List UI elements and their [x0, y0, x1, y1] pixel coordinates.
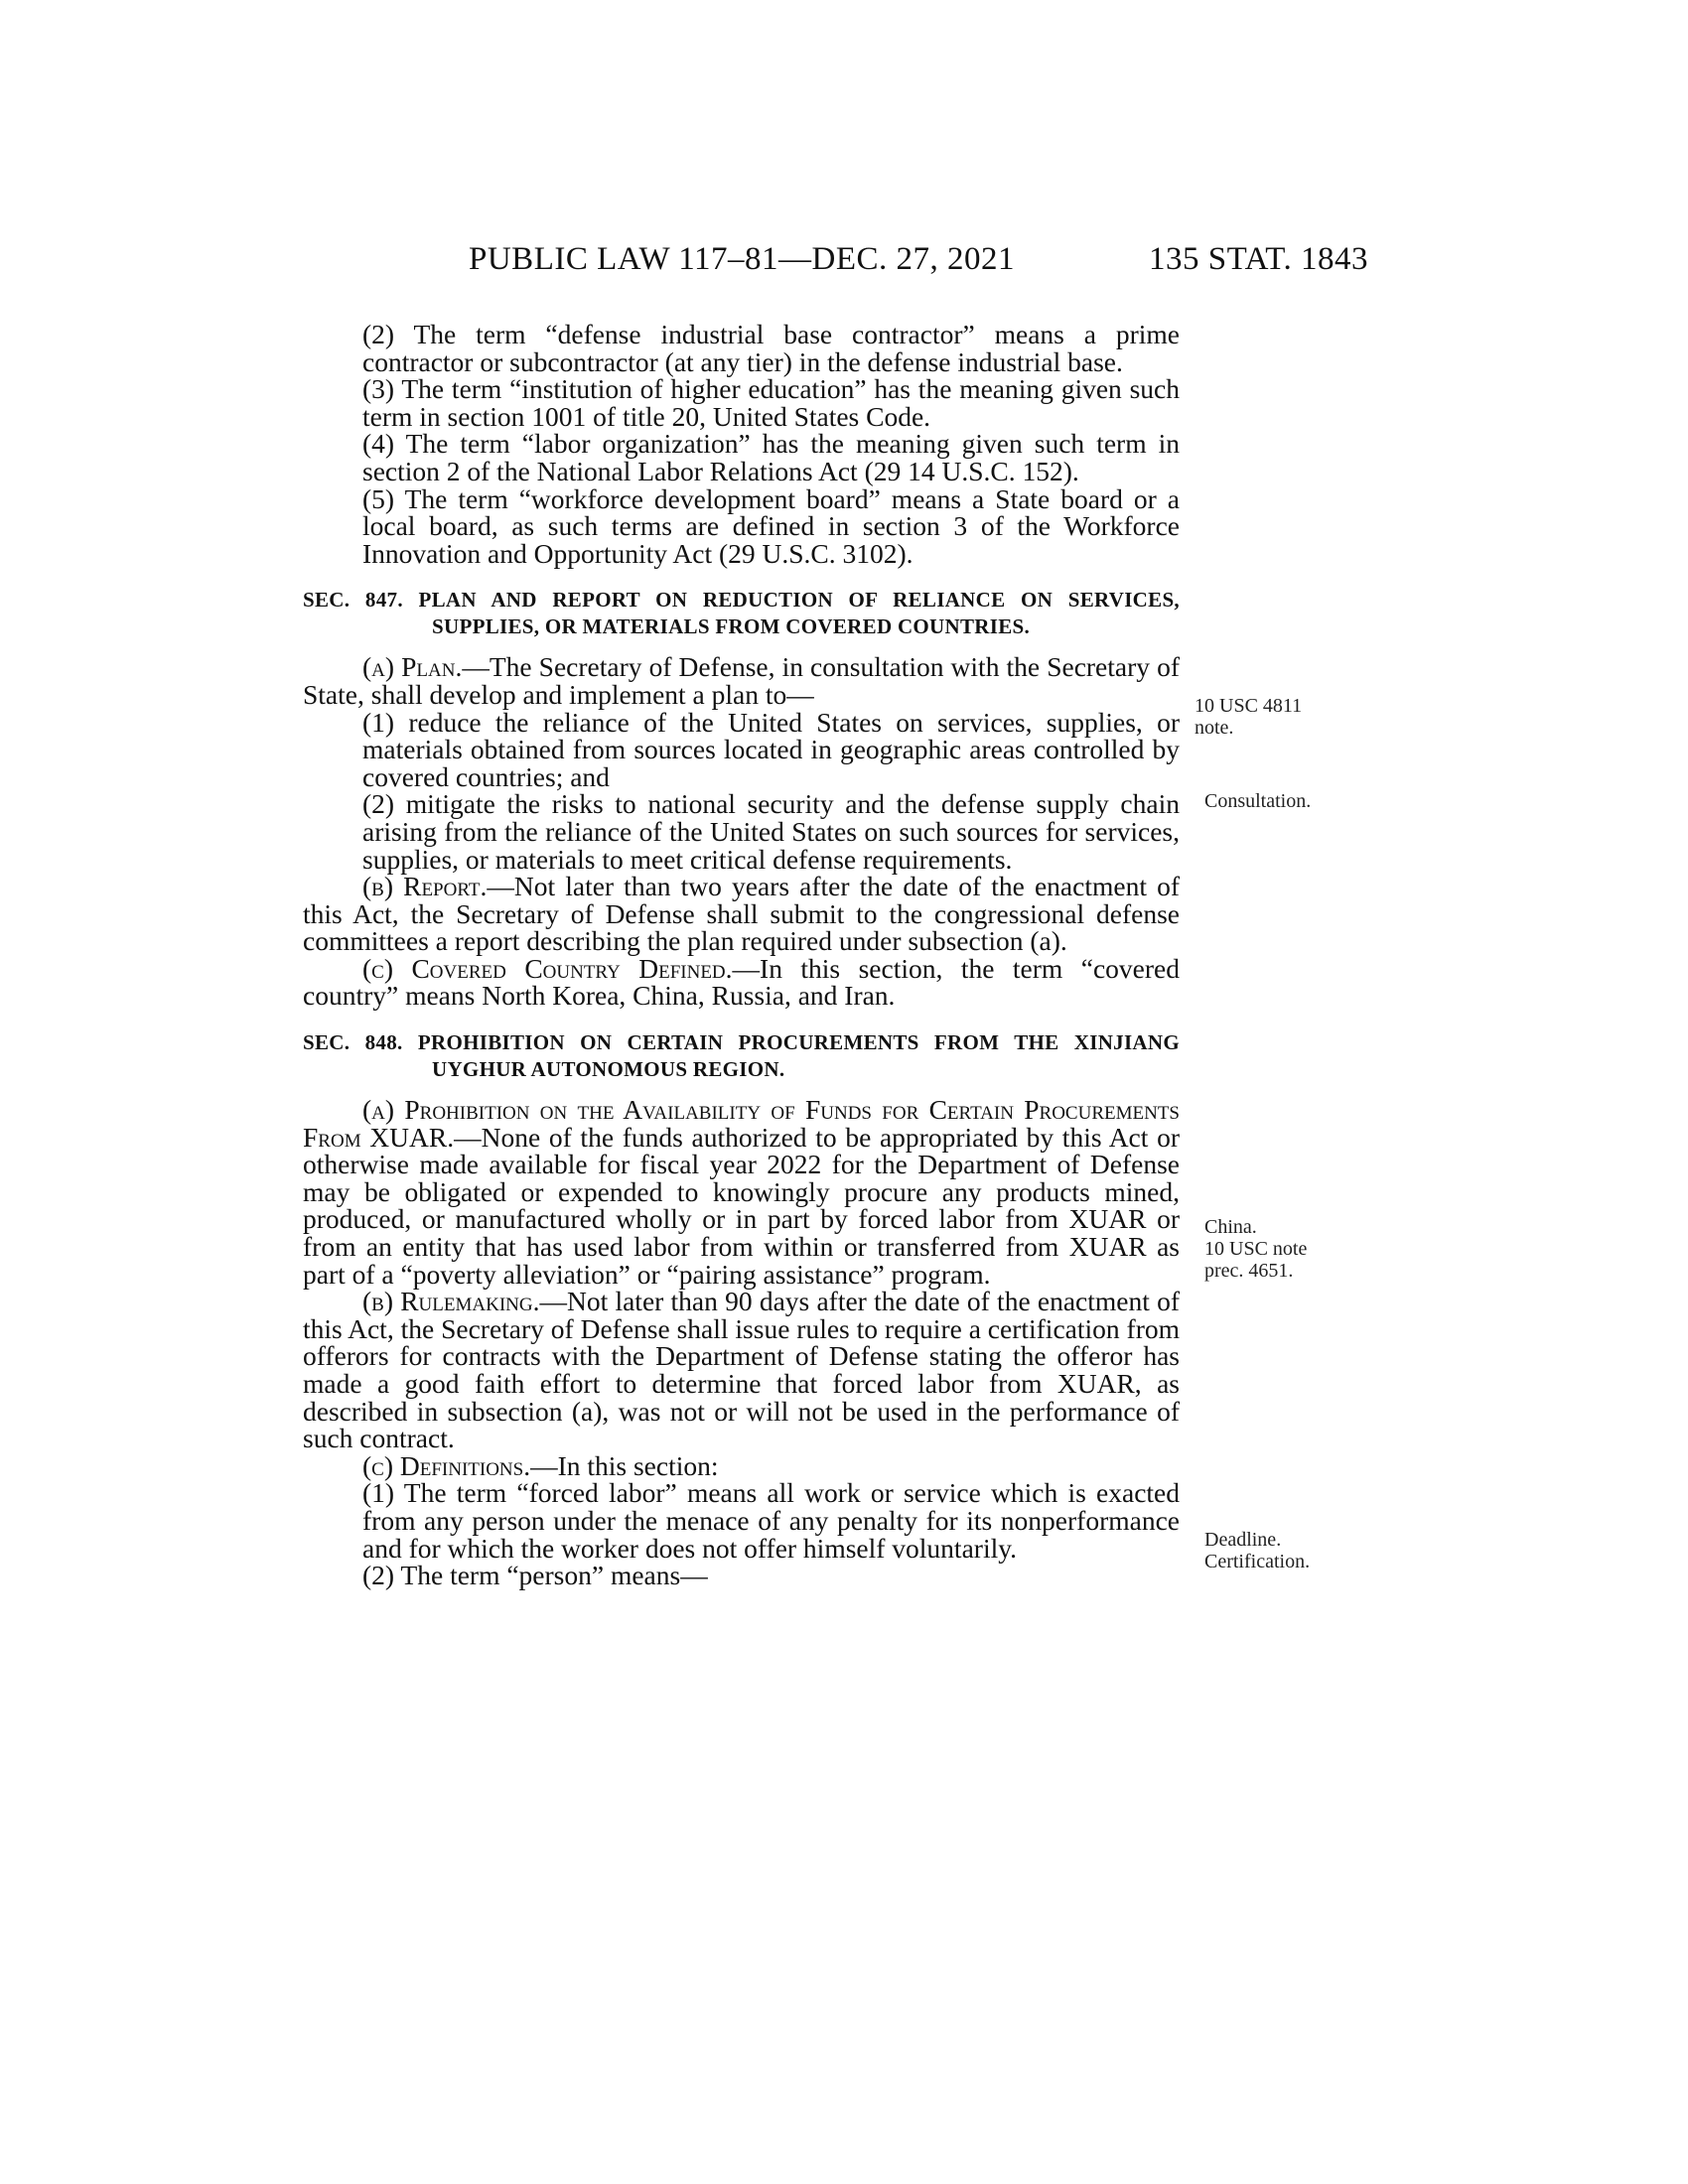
margin-note-line: prec. 4651.	[1204, 1260, 1294, 1282]
margin-note-china	[1204, 1216, 1307, 1282]
margin-note-line: Certification.	[1204, 1551, 1311, 1572]
margin-note-line: China.	[1204, 1216, 1257, 1238]
margin-note-line: 10 USC note	[1204, 1238, 1308, 1260]
subsection-c	[303, 1449, 1180, 1481]
subsection-label: (c) Definitions.	[362, 1449, 531, 1481]
page-header	[0, 241, 1688, 291]
margin-note-line: note.	[1195, 717, 1234, 739]
paragraph-1: (1) The term “forced labor” means all work or service which is exacted from any person under the menace of any penalty for its nonperformance and for which the worker does not offer himself voluntarily.	[362, 1477, 1180, 1564]
subsection-text: —The Secretary of Defense, in consultation with the Secretary of State, shall develop and implement a plan to—	[303, 651, 1180, 710]
margin-note-usc	[1195, 695, 1302, 739]
subsection-a	[303, 653, 1180, 708]
subsection-label: (b) Report.	[362, 871, 488, 902]
paragraph-2: (2) mitigate the risks to national security and the defense supply chain arising from the reliance of the United States on such sources for services, supplies, or materials to meet critical defense requirements.	[362, 788, 1180, 875]
margin-note-line: Deadline.	[1204, 1529, 1282, 1551]
definition-paragraph: (5) The term “workforce development board” means a State board or a local board, as such terms are defined in section 3 of the Workforce Innovation and Opportunity Act (29 U.S.C. 3102).	[362, 482, 1180, 569]
subsection-label: (a) Prohibition on the Availability of Funds for Certain Procurements From XUAR.	[303, 1094, 1180, 1153]
definition-paragraph: (3) The term “institution of higher education” has the meaning given such term in section 1001 of title 20, United States Code.	[362, 373, 1180, 432]
paragraph-1: (1) reduce the reliance of the United States on services, supplies, or materials obtained from sources located in geographic areas controlled by covered countries; and	[362, 706, 1180, 792]
subsection-label: (b) Rulemaking.	[362, 1286, 540, 1317]
subsection-c	[303, 952, 1180, 1012]
definition-paragraph: (4) The term “labor organization” has the meaning given such term in section 2 of the National Labor Relations Act (29 14 U.S.C. 152).	[362, 428, 1180, 486]
paragraph-2: (2) The term “person” means—	[362, 1560, 708, 1591]
margin-note-consultation: Consultation.	[1204, 790, 1312, 812]
subsection-b	[303, 1288, 1180, 1452]
stat-page-number: 135 STAT. 1843	[1149, 241, 1369, 277]
subsection-text: —Not later than two years after the date of the enactment of this Act, the Secretary of Defense shall submit to the congressional defense committees a report describing the plan required under subsection (a).	[303, 871, 1180, 957]
subsection-text: —None of the funds authorized to be appropriated by this Act or otherwise made available for fiscal year 2022 for the Department of Defense may be obligated or expended to knowingly procure any products mined, produced, or manufactured wholly or in part by forced labor from XUAR or from an entity that has used labor from within or transferred from XUAR as part of a “poverty alleviation” or “pairing assistance” program.	[303, 1121, 1180, 1290]
section-heading-847: SEC. 847. PLAN AND REPORT ON REDUCTION OF RELIANCE ON SERVICES, SUPPLIES, OR MATERIALS FROM COVERED COUNTRIES.	[303, 588, 1180, 639]
margin-note-line: 10 USC 4811	[1195, 695, 1303, 717]
subsection-a	[303, 1096, 1180, 1288]
subsection-text: —Not later than 90 days after the date of the enactment of this Act, the Secretary of Defense shall issue rules to require a certification from offerors for contracts with the Department of Defense stating the offeror has made a good faith effort to determine that forced labor from XUAR, as described in subsection (a), was not or will not be used in the performance of such contract.	[303, 1286, 1181, 1454]
subsection-text: —In this section:	[530, 1449, 719, 1481]
subsection-text: —In this section, the term “covered country” means North Korea, China, Russia, and Iran.	[303, 952, 1180, 1012]
document-body	[303, 321, 1180, 1589]
subsection-b	[303, 873, 1180, 955]
margin-note-deadline	[1204, 1529, 1310, 1572]
subsection-label: (a) Plan.	[362, 651, 463, 683]
definition-paragraph: (2) The term “defense industrial base contractor” means a prime contractor or subcontractor (at any tier) in the defense industrial base.	[362, 319, 1180, 377]
public-law-title: PUBLIC LAW 117–81—DEC. 27, 2021	[469, 241, 1016, 277]
section-heading-848: SEC. 848. PROHIBITION ON CERTAIN PROCUREMENTS FROM THE XINJIANG UYGHUR AUTONOMOUS REGION.	[303, 1030, 1180, 1082]
subsection-label: (c) Covered Country Defined.	[362, 952, 733, 984]
